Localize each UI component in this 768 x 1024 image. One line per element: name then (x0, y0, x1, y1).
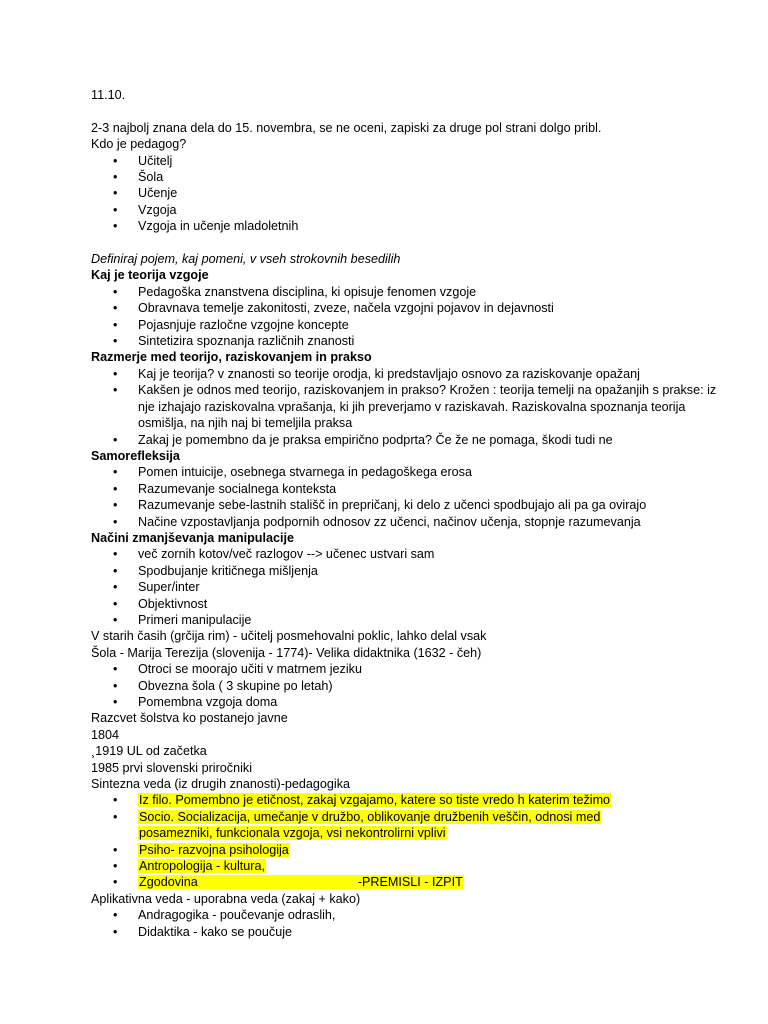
list-item: • Pojasnjuje razločne vzgojne koncepte (91, 317, 721, 333)
list-item: • Učenje (91, 185, 721, 201)
highlighted-text: Psiho- razvojna psihologija (139, 842, 289, 857)
heading-manipulacije: Načini zmanjševanja manipulacije (91, 530, 294, 545)
heading-samorefleksija: Samorefleksija (91, 448, 180, 463)
heading-teorija: Kaj je teorija vzgoje (91, 268, 209, 283)
list-item: • Kakšen je odnos med teorijo, raziskovanjem in prakso? Krožen : teorija temelji na opažanjih s prakse: iz nje izhajajo raziskovalna vprašanja, ki jih preverjamo v raziskavah. Raziskovalna spoznanja teorija osmišlja, na njih naj bi temeljila praksa (91, 382, 721, 431)
highlighted-text: Socio. Socializacija, umečanje v družbo, oblikovanje družbenih veščin, odnosi med (139, 809, 601, 824)
timeline-line: 1985 prvi slovenski priročniki (91, 760, 252, 775)
heading-razmerje: Razmerje med teorijo, raziskovanjem in prakso (91, 350, 372, 365)
list-item: • Otroci se moorajo učiti v matrnem jeziku (91, 661, 721, 677)
list-item (91, 809, 721, 842)
list-item: • Super/inter (91, 579, 721, 595)
list-item: • Didaktika - kako se poučuje (91, 924, 721, 940)
list-item: • Pomembna vzgoja doma (91, 694, 721, 710)
list-item (91, 842, 721, 858)
list-item: • Načine vzpostavljanja podpornih odnosov zz učenci, načinov učenja, stopnje razumevanja (91, 514, 721, 530)
list-item: • Vzgoja (91, 202, 721, 218)
document-page (91, 87, 721, 940)
list-item (91, 874, 721, 890)
list-item (91, 858, 721, 874)
highlighted-text: Iz filo. Pomembno je etičnost, zakaj vzgajamo, katere so tiste vredo h katerim težimo (139, 793, 611, 808)
sola-list (91, 661, 721, 710)
stari-casi-line: V starih časih (grčija rim) - učitelj posmehovalni poklic, lahko delal vsak (91, 629, 487, 644)
define-note: Definiraj pojem, kaj pomeni, v vseh strokovnih besedilih (91, 252, 401, 267)
razmerje-list (91, 366, 721, 448)
list-item: • Razumevanje socialnega konteksta (91, 481, 721, 497)
timeline-line: ¸1919 UL od začetka (91, 744, 207, 759)
list-item: • Učitelj (91, 153, 721, 169)
list-item: • Vzgoja in učenje mladoletnih (91, 218, 721, 234)
manipulacije-list (91, 546, 721, 628)
highlighted-text: Antropologija - kultura, (139, 859, 266, 874)
samorefleksija-list (91, 464, 721, 530)
sola-line: Šola - Marija Terezija (slovenija - 1774)- Velika didaktnika (1632 - čeh) (91, 645, 482, 660)
aplikativna-list (91, 907, 721, 940)
list-item (91, 792, 721, 808)
teorija-list (91, 284, 721, 350)
spacer (91, 103, 721, 119)
spacer (91, 235, 721, 251)
timeline-line: Razcvet šolstva ko postanejo javne (91, 711, 288, 726)
list-item: • več zornih kotov/več razlogov --> učenec ustvari sam (91, 546, 721, 562)
list-item: • Primeri manipulacije (91, 612, 721, 628)
timeline-line: 1804 (91, 727, 120, 742)
list-item: • Andragogika - poučevanje odraslih, (91, 907, 721, 923)
pedagog-list (91, 153, 721, 235)
list-item: • Razumevanje sebe-lastnih stališč in prepričanj, ki delo z učenci spodbujajo ali pa ga ovirajo (91, 497, 721, 513)
highlighted-text: posamezniki, funkcionala vzgoja, vsi nekontrolirni vplivi (139, 826, 446, 841)
list-item: • Obvezna šola ( 3 skupine po letah) (91, 678, 721, 694)
list-item: • Pedagoška znanstvena disciplina, ki opisuje fenomen vzgoje (91, 284, 721, 300)
date-line: 11.10. (91, 88, 126, 102)
highlighted-text: Zgodovina -PREMISLI - IZPIT (139, 875, 463, 890)
sintezna-list (91, 792, 721, 890)
timeline-line: Sintezna veda (iz drugih znanosti)-pedagogika (91, 777, 351, 792)
list-item: • Zakaj je pomembno da je praksa empirično podprta? Če že ne pomaga, škodi tudi ne (91, 432, 721, 448)
intro-question: Kdo je pedagog? (91, 137, 187, 152)
list-item: • Obravnava temelje zakonitosti, zveze, načela vzgojni pojavov in dejavnosti (91, 300, 721, 316)
intro-line: 2-3 najbolj znana dela do 15. novembra, se ne oceni, zapiski za druge pol strani dolgo pribl. (91, 120, 602, 135)
list-item: • Šola (91, 169, 721, 185)
list-item: • Sintetizira spoznanja različnih znanosti (91, 333, 721, 349)
list-item: • Pomen intuicije, osebnega stvarnega in pedagoškega erosa (91, 464, 721, 480)
list-item: • Objektivnost (91, 596, 721, 612)
aplikativna-line: Aplikativna veda - uporabna veda (zakaj + kako) (91, 891, 361, 906)
list-item: • Spodbujanje kritičnega mišljenja (91, 563, 721, 579)
list-item: • Kaj je teorija? v znanosti so teorije orodja, ki predstavljajo osnovo za raziskovanje opažanj (91, 366, 721, 382)
